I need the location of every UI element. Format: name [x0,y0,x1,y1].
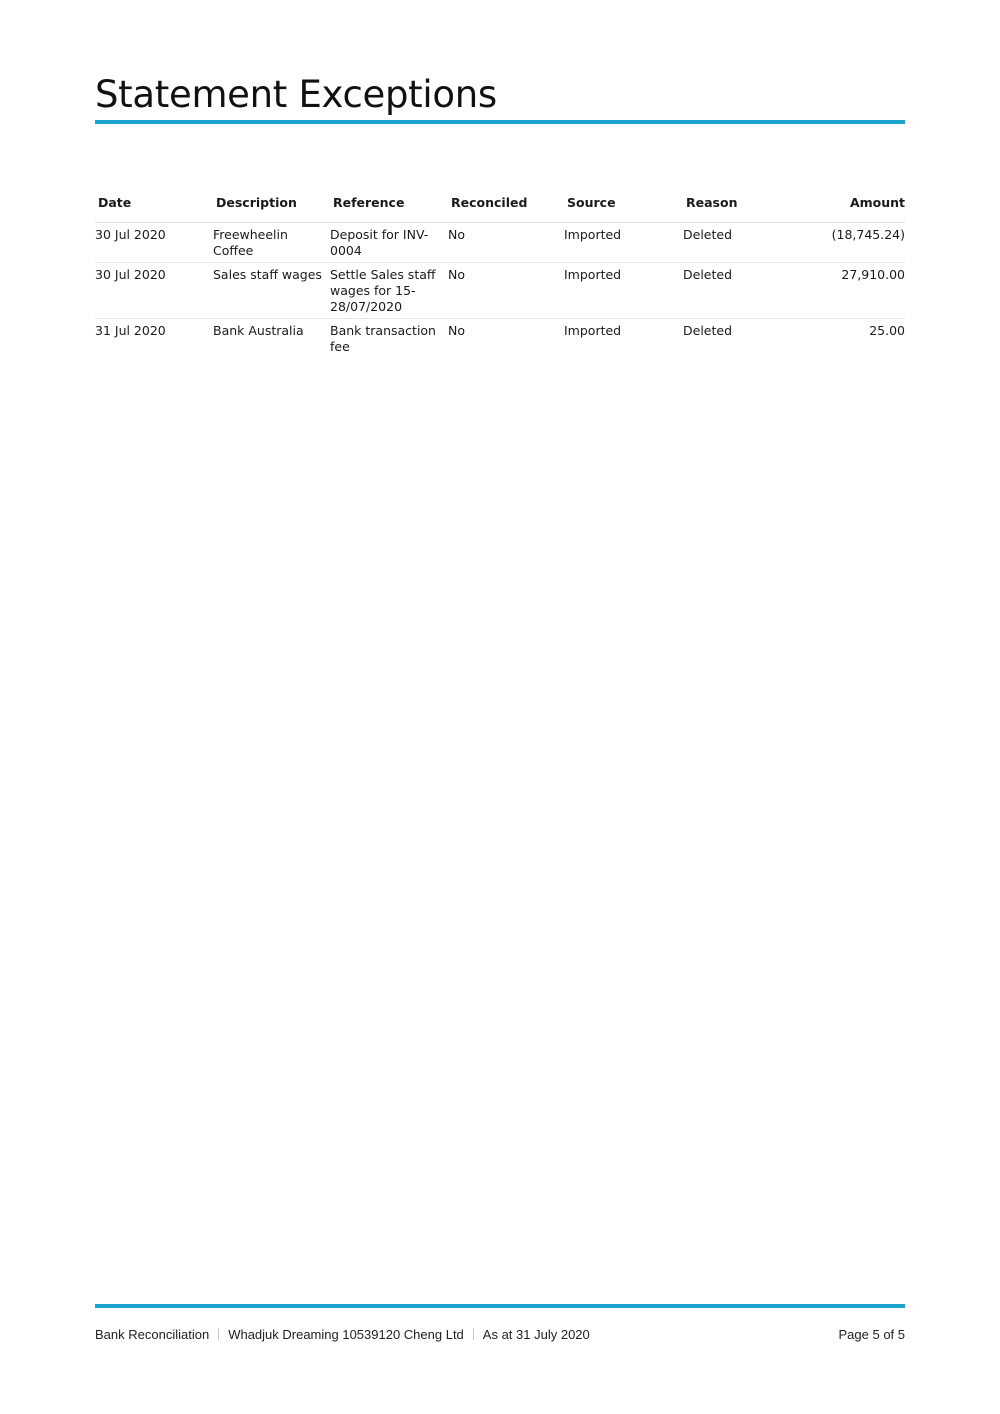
table-row [95,223,905,263]
cell-reference: Bank transaction fee [330,323,436,354]
title-divider [95,120,905,124]
cell-reason: Deleted [683,263,783,319]
cell-date: 30 Jul 2020 [95,263,213,319]
cell-reconciled: No [448,223,564,263]
cell-reconciled: No [448,323,465,338]
footer-organisation: Whadjuk Dreaming 10539120 Cheng Ltd [228,1327,464,1342]
table-row [95,263,905,319]
column-header-description: Description [213,190,330,223]
table-row [95,319,905,359]
footer-report-name: Bank Reconciliation [95,1327,210,1342]
cell-reason: Deleted [683,223,783,263]
footer-page-number: Page 5 of 5 [838,1327,905,1342]
cell-reconciled: No [448,263,564,319]
cell-source: Imported [564,263,683,319]
cell-description: Bank Australia [213,323,304,338]
statement-exceptions-table [95,190,905,358]
column-header-source: Source [564,190,683,223]
column-header-reconciled: Reconciled [448,190,564,223]
column-header-reference: Reference [330,190,448,223]
footer-separator [218,1328,219,1340]
footer-separator [473,1328,474,1340]
column-header-date: Date [95,190,213,223]
cell-amount: 25.00 [869,323,905,338]
table-header-row [95,190,905,223]
cell-date: 31 Jul 2020 [95,323,166,338]
cell-amount: (18,745.24) [783,223,905,263]
cell-source: Imported [564,223,683,263]
column-header-amount: Amount [783,190,905,223]
cell-description: Freewheelin Coffee [213,223,330,263]
footer-as-at-date: As at 31 July 2020 [482,1327,590,1342]
footer-divider [95,1304,905,1308]
cell-source: Imported [564,323,622,338]
footer-report-info [95,1326,590,1344]
cell-reason: Deleted [683,323,733,338]
column-header-reason: Reason [683,190,783,223]
cell-amount: 27,910.00 [783,263,905,319]
page-title: Statement Exceptions [95,73,497,116]
cell-reference: Settle Sales staff wages for 15-28/07/2020 [330,263,448,319]
cell-date: 30 Jul 2020 [95,223,213,263]
cell-reference: Deposit for INV-0004 [330,223,448,263]
cell-description: Sales staff wages [213,263,330,319]
